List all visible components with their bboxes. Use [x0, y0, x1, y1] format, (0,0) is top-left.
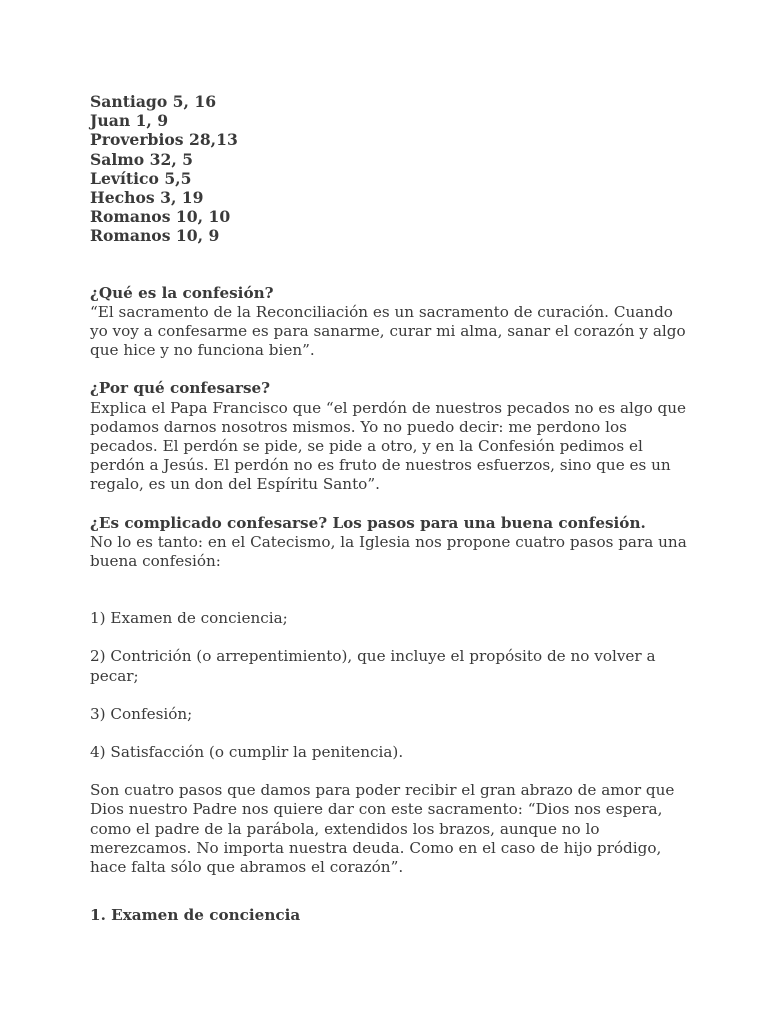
section-paragraph: Explica el Papa Francisco que “el perdón de nuestros pecados no es algo que podamos darnos nosotros mismos. Yo no puedo decir: me perdono los pecados. El perdón se pide, se pide a otro, y en la Confesión pedimos el perdón a Jesús. El perdón no es fruto de nuestros esfuerzos, sino que es un regalo, es un don del Espíritu Santo”.	[90, 398, 687, 494]
step-item: 3) Confesión;	[90, 704, 193, 723]
section-heading-examen: 1. Examen de conciencia	[90, 906, 301, 925]
section-why-confess	[90, 379, 690, 494]
bible-references	[90, 92, 690, 246]
reference-item: Juan 1, 9	[90, 111, 169, 131]
reference-item: Hechos 3, 19	[90, 188, 204, 208]
reference-item: Romanos 10, 10	[90, 207, 231, 227]
section-paragraph: “El sacramento de la Reconciliación es un sacramento de curación. Cuando yo voy a confesarme es para sanarme, curar mi alma, sanar el corazón y algo que hice y no funciona bien”.	[90, 302, 686, 360]
section-paragraph: No lo es tanto: en el Catecismo, la Iglesia nos propone cuatro pasos para una buena confesión:	[90, 532, 687, 571]
step-item: 2) Contrición (o arrepentimiento), que incluye el propósito de no volver a pecar;	[90, 647, 656, 685]
closing-paragraph: Son cuatro pasos que damos para poder recibir el gran abrazo de amor que Dios nuestro Padre nos quiere dar con este sacramento: “Dios nos espera, como el padre de la parábola, extendidos los brazos, aunque no lo merezcamos. No importa nuestra deuda. Como en el caso de hijo pródigo, hace falta sólo que abramos el corazón”.	[90, 781, 675, 877]
reference-item: Levítico 5,5	[90, 168, 192, 188]
section-is-it-complicated	[90, 514, 690, 572]
reference-item: Romanos 10, 9	[90, 226, 220, 246]
section-heading: ¿Por qué confesarse?	[90, 379, 271, 398]
reference-item: Proverbios 28,13	[90, 130, 238, 150]
reference-item: Salmo 32, 5	[90, 149, 194, 169]
steps-list	[90, 609, 690, 762]
step-item: 1) Examen de conciencia;	[90, 609, 288, 628]
document-page	[90, 92, 690, 926]
section-what-is-confession	[90, 284, 690, 361]
reference-item: Santiago 5, 16	[90, 92, 217, 111]
section-heading: ¿Qué es la confesión?	[90, 283, 274, 302]
step-item: 4) Satisfacción (o cumplir la penitencia).	[90, 743, 404, 762]
section-heading: ¿Es complicado confesarse? Los pasos para una buena confesión.	[90, 513, 646, 532]
